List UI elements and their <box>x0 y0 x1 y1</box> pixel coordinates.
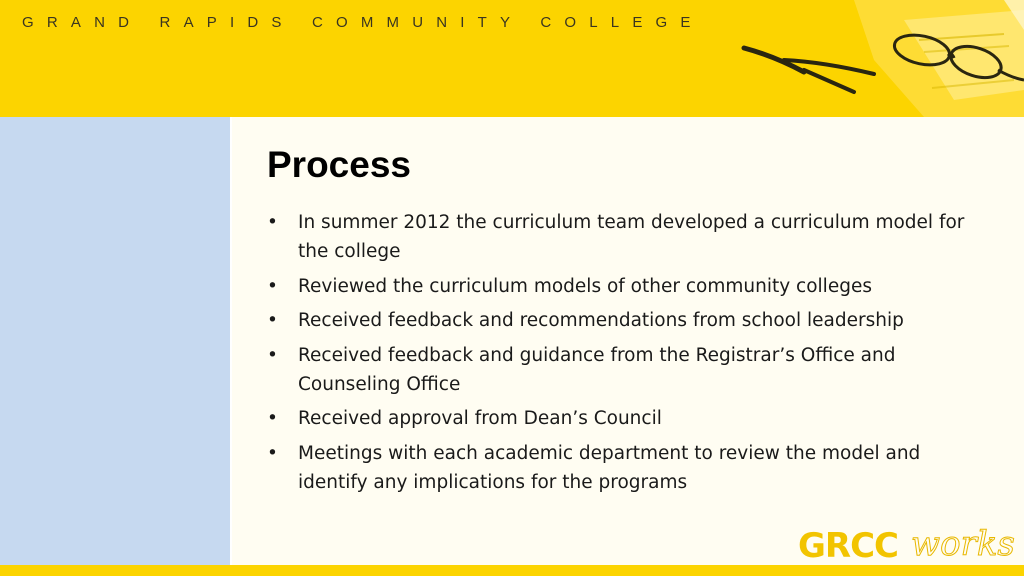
bullet-text: In summer 2012 the curriculum team developed a curriculum model for the college <box>298 212 965 262</box>
bullet-text: Received feedback and guidance from the Registrar’s Office and Counseling Office <box>298 344 896 395</box>
bullet-item <box>267 439 977 497</box>
slide-content <box>232 117 1024 565</box>
bullet-item <box>267 272 977 301</box>
bullet-dot-icon: • <box>267 212 278 233</box>
logo-works-text: works <box>911 524 1015 564</box>
bullet-item <box>267 404 977 433</box>
bullet-dot-icon: • <box>267 408 278 429</box>
bullet-text: Meetings with each academic department to review the model and identify any implications for the programs <box>298 442 921 493</box>
bullet-list <box>267 208 977 502</box>
bullet-dot-icon: • <box>267 344 278 366</box>
header-banner <box>0 0 1024 117</box>
bullet-text: Reviewed the curriculum models of other community colleges <box>298 275 872 297</box>
logo-grcc-text: GRCC <box>798 526 898 566</box>
bullet-item <box>267 208 977 266</box>
bullet-item <box>267 306 977 335</box>
eyeglasses-photo-icon <box>704 0 1024 117</box>
college-name: GRAND RAPIDS COMMUNITY COLLEGE <box>22 14 704 31</box>
slide-title: Process <box>267 144 411 185</box>
bullet-text: Received feedback and recommendations from school leadership <box>298 310 904 331</box>
bullet-text: Received approval from Dean’s Council <box>298 408 662 429</box>
grcc-works-logo <box>798 520 1015 570</box>
bullet-item <box>267 341 977 399</box>
left-sidebar <box>0 117 230 565</box>
bullet-dot-icon: • <box>267 275 278 297</box>
bullet-dot-icon: • <box>267 442 278 464</box>
bullet-dot-icon: • <box>267 310 278 331</box>
